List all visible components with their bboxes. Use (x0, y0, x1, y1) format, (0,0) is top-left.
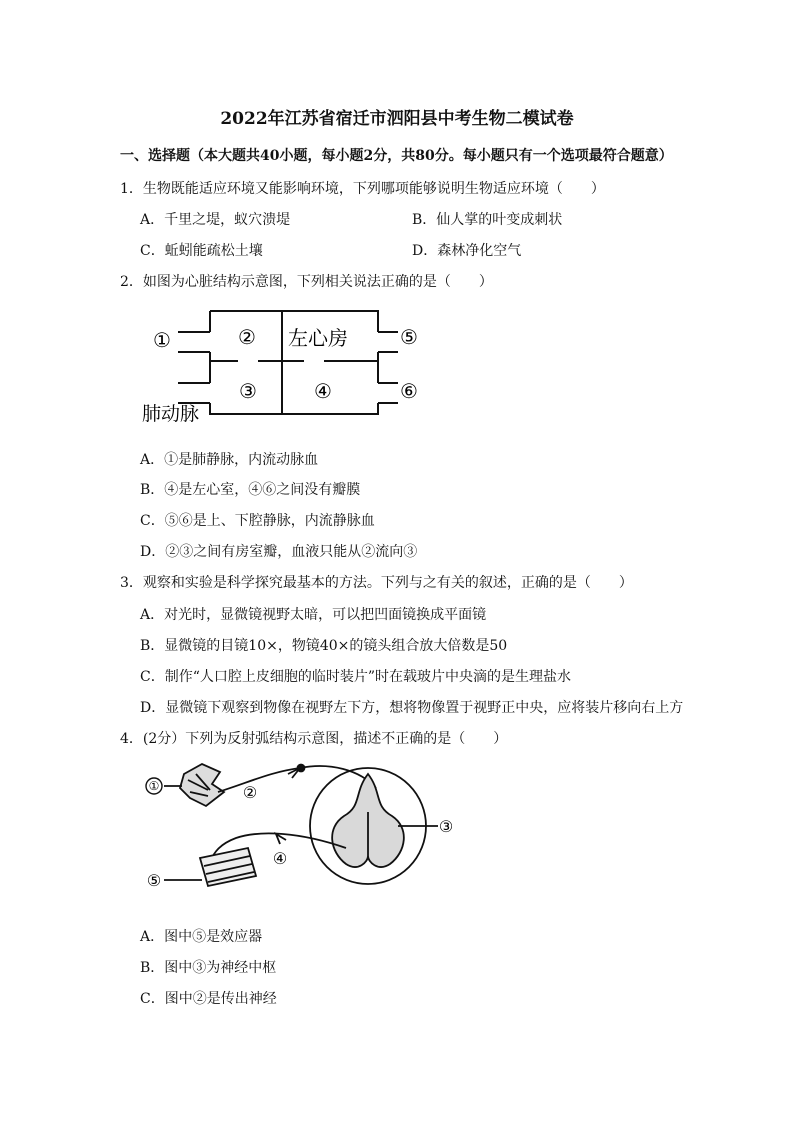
heart-structure-diagram (140, 305, 430, 425)
question-2-option-c: C．⑤⑥是上、下腔静脉，内流静脉血 (140, 513, 375, 529)
question-1-option-a: A．千里之堤，蚁穴溃堤 (140, 212, 291, 228)
reflex-label-4: ④ (272, 849, 288, 868)
question-2-option-a: A．①是肺静脉，内流动脉血 (140, 452, 319, 468)
heart-label-6: ⑥ (400, 379, 418, 403)
reflex-label-3: ③ (438, 817, 454, 836)
question-1-option-c: C．蚯蚓能疏松土壤 (140, 243, 263, 259)
heart-label-2: ② (238, 325, 256, 349)
reflex-label-2: ② (242, 783, 258, 802)
question-2-option-d: D．②③之间有房室瓣，血液只能从②流向③ (140, 544, 418, 560)
question-3-option-d: D．显微镜下观察到物像在视野左下方，想将物像置于视野正中央，应将装片移向右上方 (140, 700, 684, 716)
question-4-option-b: B．图中③为神经中枢 (140, 960, 277, 976)
question-2-option-b: B．④是左心室，④⑥之间没有瓣膜 (140, 482, 361, 498)
question-4-option-c: C．图中②是传出神经 (140, 991, 277, 1007)
section-heading: 一、选择题（本大题共40小题，每小题2分，共80分。每小题只有一个选项最符合题意） (120, 148, 673, 164)
heart-label-1: ① (153, 328, 171, 352)
question-1-stem: 1．生物既能适应环境又能影响环境，下列哪项能够说明生物适应环境（ ） (120, 181, 605, 197)
question-2-stem: 2．如图为心脏结构示意图，下列相关说法正确的是（ ） (120, 274, 493, 290)
reflex-arc-diagram (140, 752, 470, 902)
heart-label-left-atrium: 左心房 (288, 326, 348, 350)
heart-label-5: ⑤ (400, 325, 418, 349)
question-4-option-a: A．图中⑤是效应器 (140, 929, 263, 945)
heart-label-4: ④ (314, 379, 332, 403)
reflex-label-1: ① (148, 779, 160, 793)
question-3-option-c: C．制作“人口腔上皮细胞的临时装片”时在载玻片中央滴的是生理盐水 (140, 669, 572, 685)
question-3-stem: 3．观察和实验是科学探究最基本的方法。下列与之有关的叙述，正确的是（ ） (120, 575, 633, 591)
question-3-option-b: B．显微镜的目镜10×，物镜40×的镜头组合放大倍数是50 (140, 638, 508, 654)
reflex-label-5: ⑤ (146, 871, 162, 890)
question-1-option-d: D．森林净化空气 (412, 243, 522, 259)
question-3-option-a: A．对光时，显微镜视野太暗，可以把凹面镜换成平面镜 (140, 607, 487, 623)
heart-label-pulmonary-artery: 肺动脉 (142, 403, 200, 425)
exam-title: 2022年江苏省宿迁市泗阳县中考生物二模试卷 (220, 109, 574, 129)
heart-label-3: ③ (239, 379, 257, 403)
question-4-stem: 4．(2分）下列为反射弧结构示意图，描述不正确的是（ ） (120, 731, 508, 747)
question-1-option-b: B．仙人掌的叶变成刺状 (412, 212, 563, 228)
